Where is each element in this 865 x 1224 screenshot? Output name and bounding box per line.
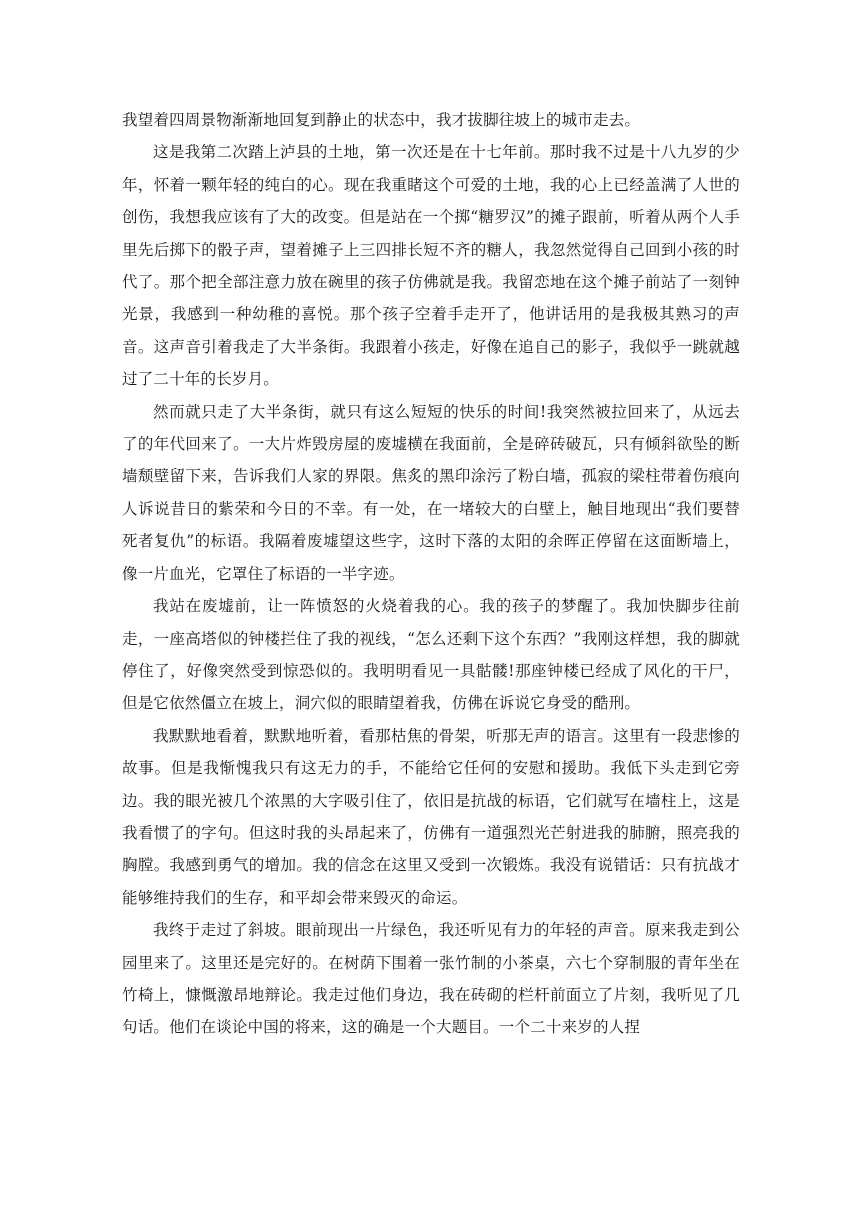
paragraph-5: 我默默地看着，默默地听着，看那枯焦的骨架，听那无声的语言。这里有一段悲惨的故事。但是我惭愧我只有这无力的手，不能给它任何的安慰和援助。我低下头走到它旁边。我的眼光被几个浓黑的大字吸引住了，依旧是抗战的标语，它们就写在墙柱上，这是我看惯了的字句。但这时我的头昂起来了，仿佛有一道强烈光芒射进我的肺腑，照亮我的胸膛。我感到勇气的增加。我的信念在这里又受到一次锻炼。我没有说错话：只有抗战才能够维持我们的生存，和平却会带来毁灭的命运。	[122, 726, 740, 907]
paragraph-3: 然而就只走了大半条街，就只有这么短短的快乐的时间!我突然被拉回来了，从远去了的年代回来了。一大片炸毁房屋的废墟横在我面前，全是碎砖破瓦，只有倾斜欲坠的断墙颓壁留下来，告诉我们人家的界限。焦炙的黑印涂污了粉白墙，孤寂的梁柱带着伤痕向人诉说昔日的紫荣和今日的不幸。有一处，在一堵较大的白壁上，触目地现出“我们要替死者复仇”的标语。我隔着废墟望这些字，这时下落的太阳的余晖正停留在这面断墙上，像一片血光，它罩住了标语的一半字迹。	[122, 402, 740, 583]
document-body	[122, 104, 740, 1044]
paragraph-2: 这是我第二次踏上泸县的土地，第一次还是在十七年前。那时我不过是十八九岁的少年，怀着一颗年轻的纯白的心。现在我重睹这个可爱的土地，我的心上已经盖满了人世的创伤，我想我应该有了大的改变。但是站在一个掷“糖罗汉”的摊子跟前，听着从两个人手里先后掷下的骰子声，望着摊子上三四排长短不齐的糖人，我忽然觉得自己回到小孩的时代了。那个把全部注意力放在碗里的孩子仿佛就是我。我留恋地在这个摊子前站了一刻钟光景，我感到一种幼稚的喜悦。那个孩子空着手走开了，他讲话用的是我极其熟习的声音。这声音引着我走了大半条街。我跟着小孩走，好像在追自己的影子，我似乎一跳就越过了二十年的长岁月。	[122, 143, 740, 389]
paragraph-6: 我终于走过了斜坡。眼前现出一片绿色，我还听见有力的年轻的声音。原来我走到公园里来了。这里还是完好的。在树荫下围着一张竹制的小茶桌，六七个穿制服的青年坐在竹椅上，慷慨激昂地辩论。我走过他们身边，我在砖砌的栏杆前面立了片刻，我听见了几句话。他们在谈论中国的将来，这的确是一个大题目。一个二十来岁的人捏	[122, 921, 740, 1037]
paragraph-1: 我望着四周景物渐渐地回复到静止的状态中，我才拔脚往坡上的城市走去。	[122, 111, 641, 129]
paragraph-4: 我站在废墟前，让一阵愤怒的火烧着我的心。我的孩子的梦醒了。我加快脚步往前走，一座高塔似的钟楼拦住了我的视线，“怎么还剩下这个东西？”我刚这样想，我的脚就停住了，好像突然受到惊恐似的。我明明看见一具骷髅!那座钟楼已经成了风化的干尸，但是它依然僵立在坡上，洞穴似的眼睛望着我，仿佛在诉说它身受的酷刑。	[122, 597, 740, 713]
